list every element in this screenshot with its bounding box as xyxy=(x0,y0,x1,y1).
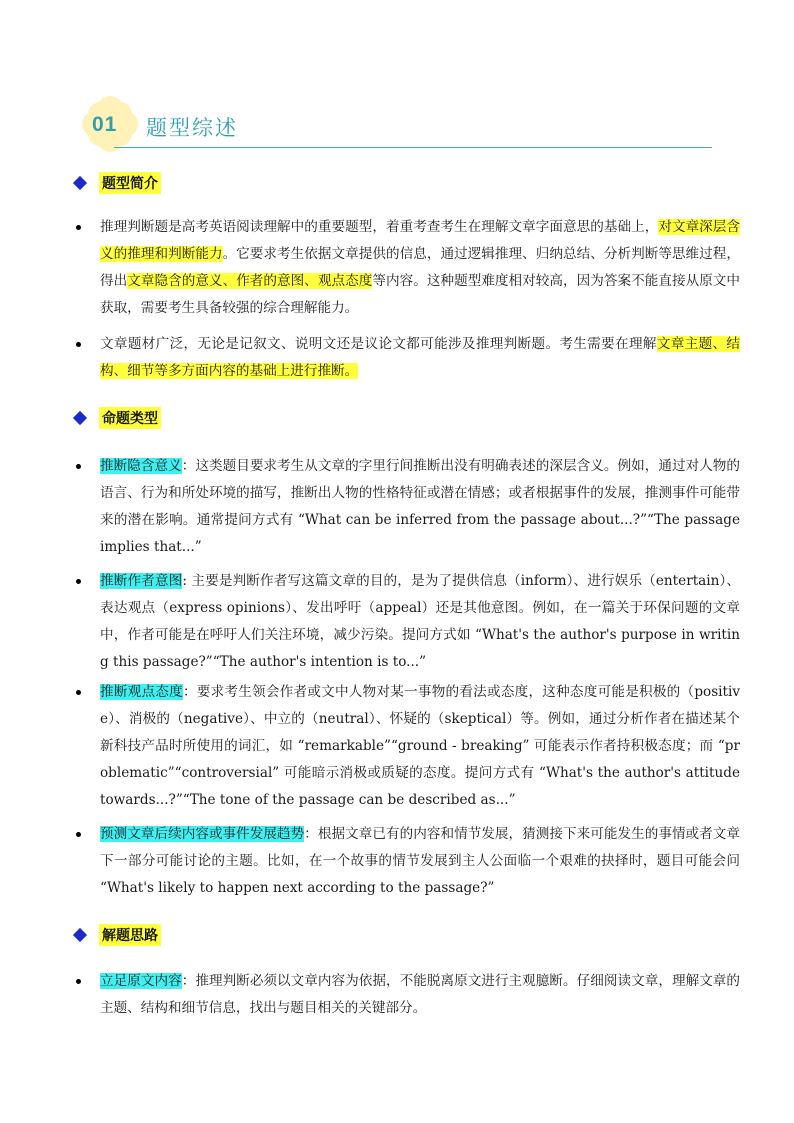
subheader-strategy xyxy=(74,924,161,946)
bullet-icon xyxy=(76,979,81,984)
bullet-icon xyxy=(76,579,81,584)
subheader-label: 题型简介 xyxy=(99,172,161,194)
bullet-icon xyxy=(76,832,81,837)
text-run: 要求考生领会作者或文中人物对某一事物的看法或态度，这种态度可能是积极的（positive）、消极的（negative）、中立的（neutral）、怀疑的（skeptical）等。例如，通过分析作者在描述某个新科技产品时所使用的词汇，如 “remarkable”“ground - breaking” 可能表示作者持积极态度；而 “problematic”“controversial” 可能暗示消极或质疑的态度。提问方式有 “What's the author's attitude towards...?”“The tone of the passage can be described as...” xyxy=(100,684,741,808)
intro-paragraph-1 xyxy=(100,214,740,322)
term-highlight: 推断隐含意义 xyxy=(100,458,182,474)
type-item-1 xyxy=(100,453,740,561)
diamond-icon xyxy=(73,411,87,425)
highlight-text: 文章主题、结构、细节等多方面内容的基础上进行推断。 xyxy=(100,336,741,379)
text-run: 主要是判断作者写这篇文章的目的，是为了提供信息（inform）、进行娱乐（entertain）、表达观点（express opinions）、发出呼吁（appeal）还是其他意图。例如，在一篇关于环保问题的文章中，作者可能是在呼吁人们关注环境，减少污染。提问方式如 “What's the author's purpose in writing this passage?”“The author's intention is to...” xyxy=(100,573,741,670)
highlight-text: 对文章深层含义的推理和判断能力 xyxy=(100,219,741,262)
subheader-label: 命题类型 xyxy=(99,407,161,429)
subheader-label: 解题思路 xyxy=(99,924,161,946)
subheader-types xyxy=(74,407,161,429)
highlight-text: 文章隐含的意义、作者的意图、观点态度 xyxy=(127,273,373,289)
section-header xyxy=(80,96,712,152)
text-run: ： xyxy=(182,684,197,700)
term-highlight: 立足原文内容 xyxy=(100,973,182,989)
text-run: ： xyxy=(181,458,196,474)
bullet-icon xyxy=(76,342,81,347)
type-item-4 xyxy=(100,821,740,902)
bullet-icon xyxy=(76,690,81,695)
subheader-intro xyxy=(74,172,161,194)
type-item-2 xyxy=(100,568,740,676)
text-run: ： xyxy=(181,973,196,989)
text-run: : xyxy=(182,573,192,589)
diamond-icon xyxy=(73,928,87,942)
type-item-3 xyxy=(100,679,740,814)
bullet-icon xyxy=(76,225,81,230)
text-run: 等内容。这种题型难度相对较高，因为答案不能直接从原文中获取，需要考生具备较强的综合理解能力。 xyxy=(100,273,741,316)
header-divider xyxy=(114,147,712,148)
strategy-item-1 xyxy=(100,968,740,1022)
diamond-icon xyxy=(73,176,87,190)
text-run: 根据文章已有的内容和情节发展，猜测接下来可能发生的事情或者文章下一部分可能讨论的主题。比如，在一个故事的情节发展到主人公面临一个艰难的抉择时，题目可能会问 “What's likely to happen next according to the passage?” xyxy=(100,826,741,896)
bullet-icon xyxy=(76,464,81,469)
text-run: 文章题材广泛，无论是记叙文、说明文还是议论文都可能涉及推理判断题。考生需要在理解 xyxy=(100,336,657,352)
section-number: 01 xyxy=(92,113,118,136)
term-highlight: 预测文章后续内容或事件发展趋势 xyxy=(100,826,305,842)
text-run: 推理判断题是高考英语阅读理解中的重要题型，着重考查考生在理解文章字面意思的基础上， xyxy=(100,219,659,235)
section-title: 题型综述 xyxy=(146,116,238,140)
term-highlight: 推断观点态度 xyxy=(100,684,183,700)
text-run: 。它要求考生依据文章提供的信息，通过逻辑推理、归纳总结、分析判断等思维过程，得出 xyxy=(100,246,741,289)
text-run: ： xyxy=(304,826,318,842)
term-highlight: 推断作者意图 xyxy=(100,573,183,589)
intro-paragraph-2 xyxy=(100,331,740,385)
text-run: 这类题目要求考生从文章的字里行间推断出没有明确表述的深层含义。例如，通过对人物的语言、行为和所处环境的描写，推断出人物的性格特征或潜在情感；或者根据事件的发展，推测事件可能带来的潜在影响。通常提问方式有 “What can be inferred from the passage about...?”“The passage implies that...” xyxy=(100,458,741,555)
section-number-badge xyxy=(80,96,140,152)
text-run: 推理判断必须以文章内容为依据，不能脱离原文进行主观臆断。仔细阅读文章，理解文章的主题、结构和细节信息，找出与题目相关的关键部分。 xyxy=(100,973,741,1016)
